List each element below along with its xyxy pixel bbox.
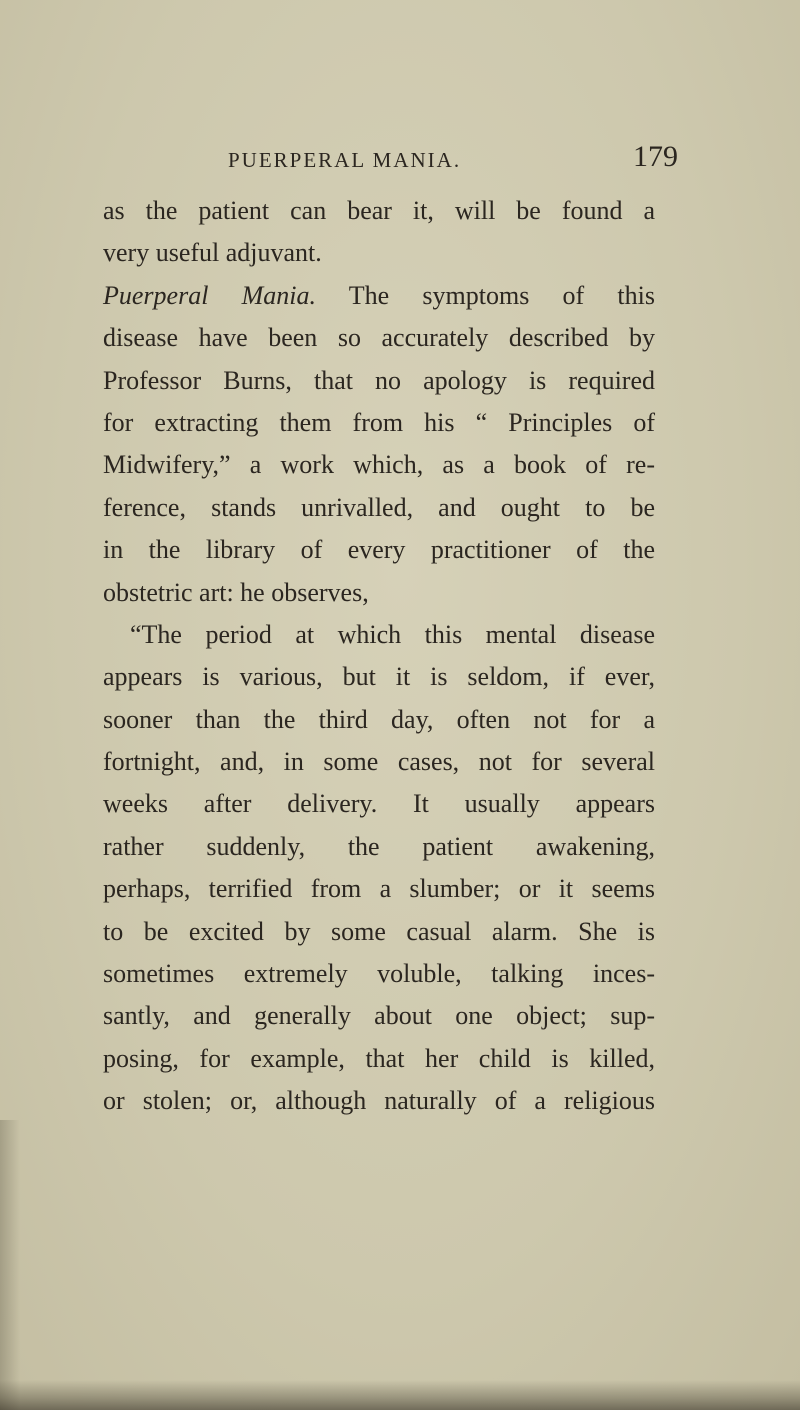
text-line: obstetric art: he observes, (103, 577, 369, 607)
text-line-section-start (103, 275, 655, 317)
body-text (103, 190, 655, 1123)
text-line: Midwifery,” a work which, as a book of re- (103, 450, 655, 480)
text-line: sometimes extremely voluble, talking inces- (103, 959, 655, 989)
text-line: perhaps, terrified from a slumber; or it seems (103, 874, 655, 904)
text-line-quote-start: “The period at which this mental disease (130, 619, 655, 649)
text-line: to be excited by some casual alarm. She is (103, 916, 655, 946)
text-line: Professor Burns, that no apology is required (103, 365, 655, 395)
page-bottom-shadow (0, 1380, 800, 1410)
text-fragment: The symptoms of this (316, 280, 655, 310)
text-line: disease have been so accurately described by (103, 323, 655, 353)
text-line: appears is various, but it is seldom, if ever, (103, 662, 655, 692)
text-line: sooner than the third day, often not for a (103, 704, 655, 734)
running-head: PUERPERAL MANIA. (228, 148, 462, 172)
text-line: ference, stands unrivalled, and ought to be (103, 492, 655, 522)
page-header (228, 140, 678, 180)
page-edge-shadow (0, 1120, 20, 1410)
text-line: as the patient can bear it, will be found a (103, 196, 655, 225)
page-number: 179 (633, 140, 678, 173)
text-line: in the library of every practitioner of the (103, 535, 655, 565)
text-line: santly, and generally about one object; sup- (103, 1001, 655, 1031)
section-heading: Puerperal Mania. (103, 280, 317, 310)
text-line: posing, for example, that her child is killed, (103, 1043, 655, 1073)
text-line: or stolen; or, although naturally of a religious (103, 1086, 655, 1116)
text-line: weeks after delivery. It usually appears (103, 789, 655, 819)
text-line: rather suddenly, the patient awakening, (103, 831, 655, 861)
text-line: fortnight, and, in some cases, not for several (103, 747, 655, 777)
text-line: very useful adjuvant. (103, 238, 322, 268)
text-line: for extracting them from his “ Principles of (103, 407, 655, 437)
